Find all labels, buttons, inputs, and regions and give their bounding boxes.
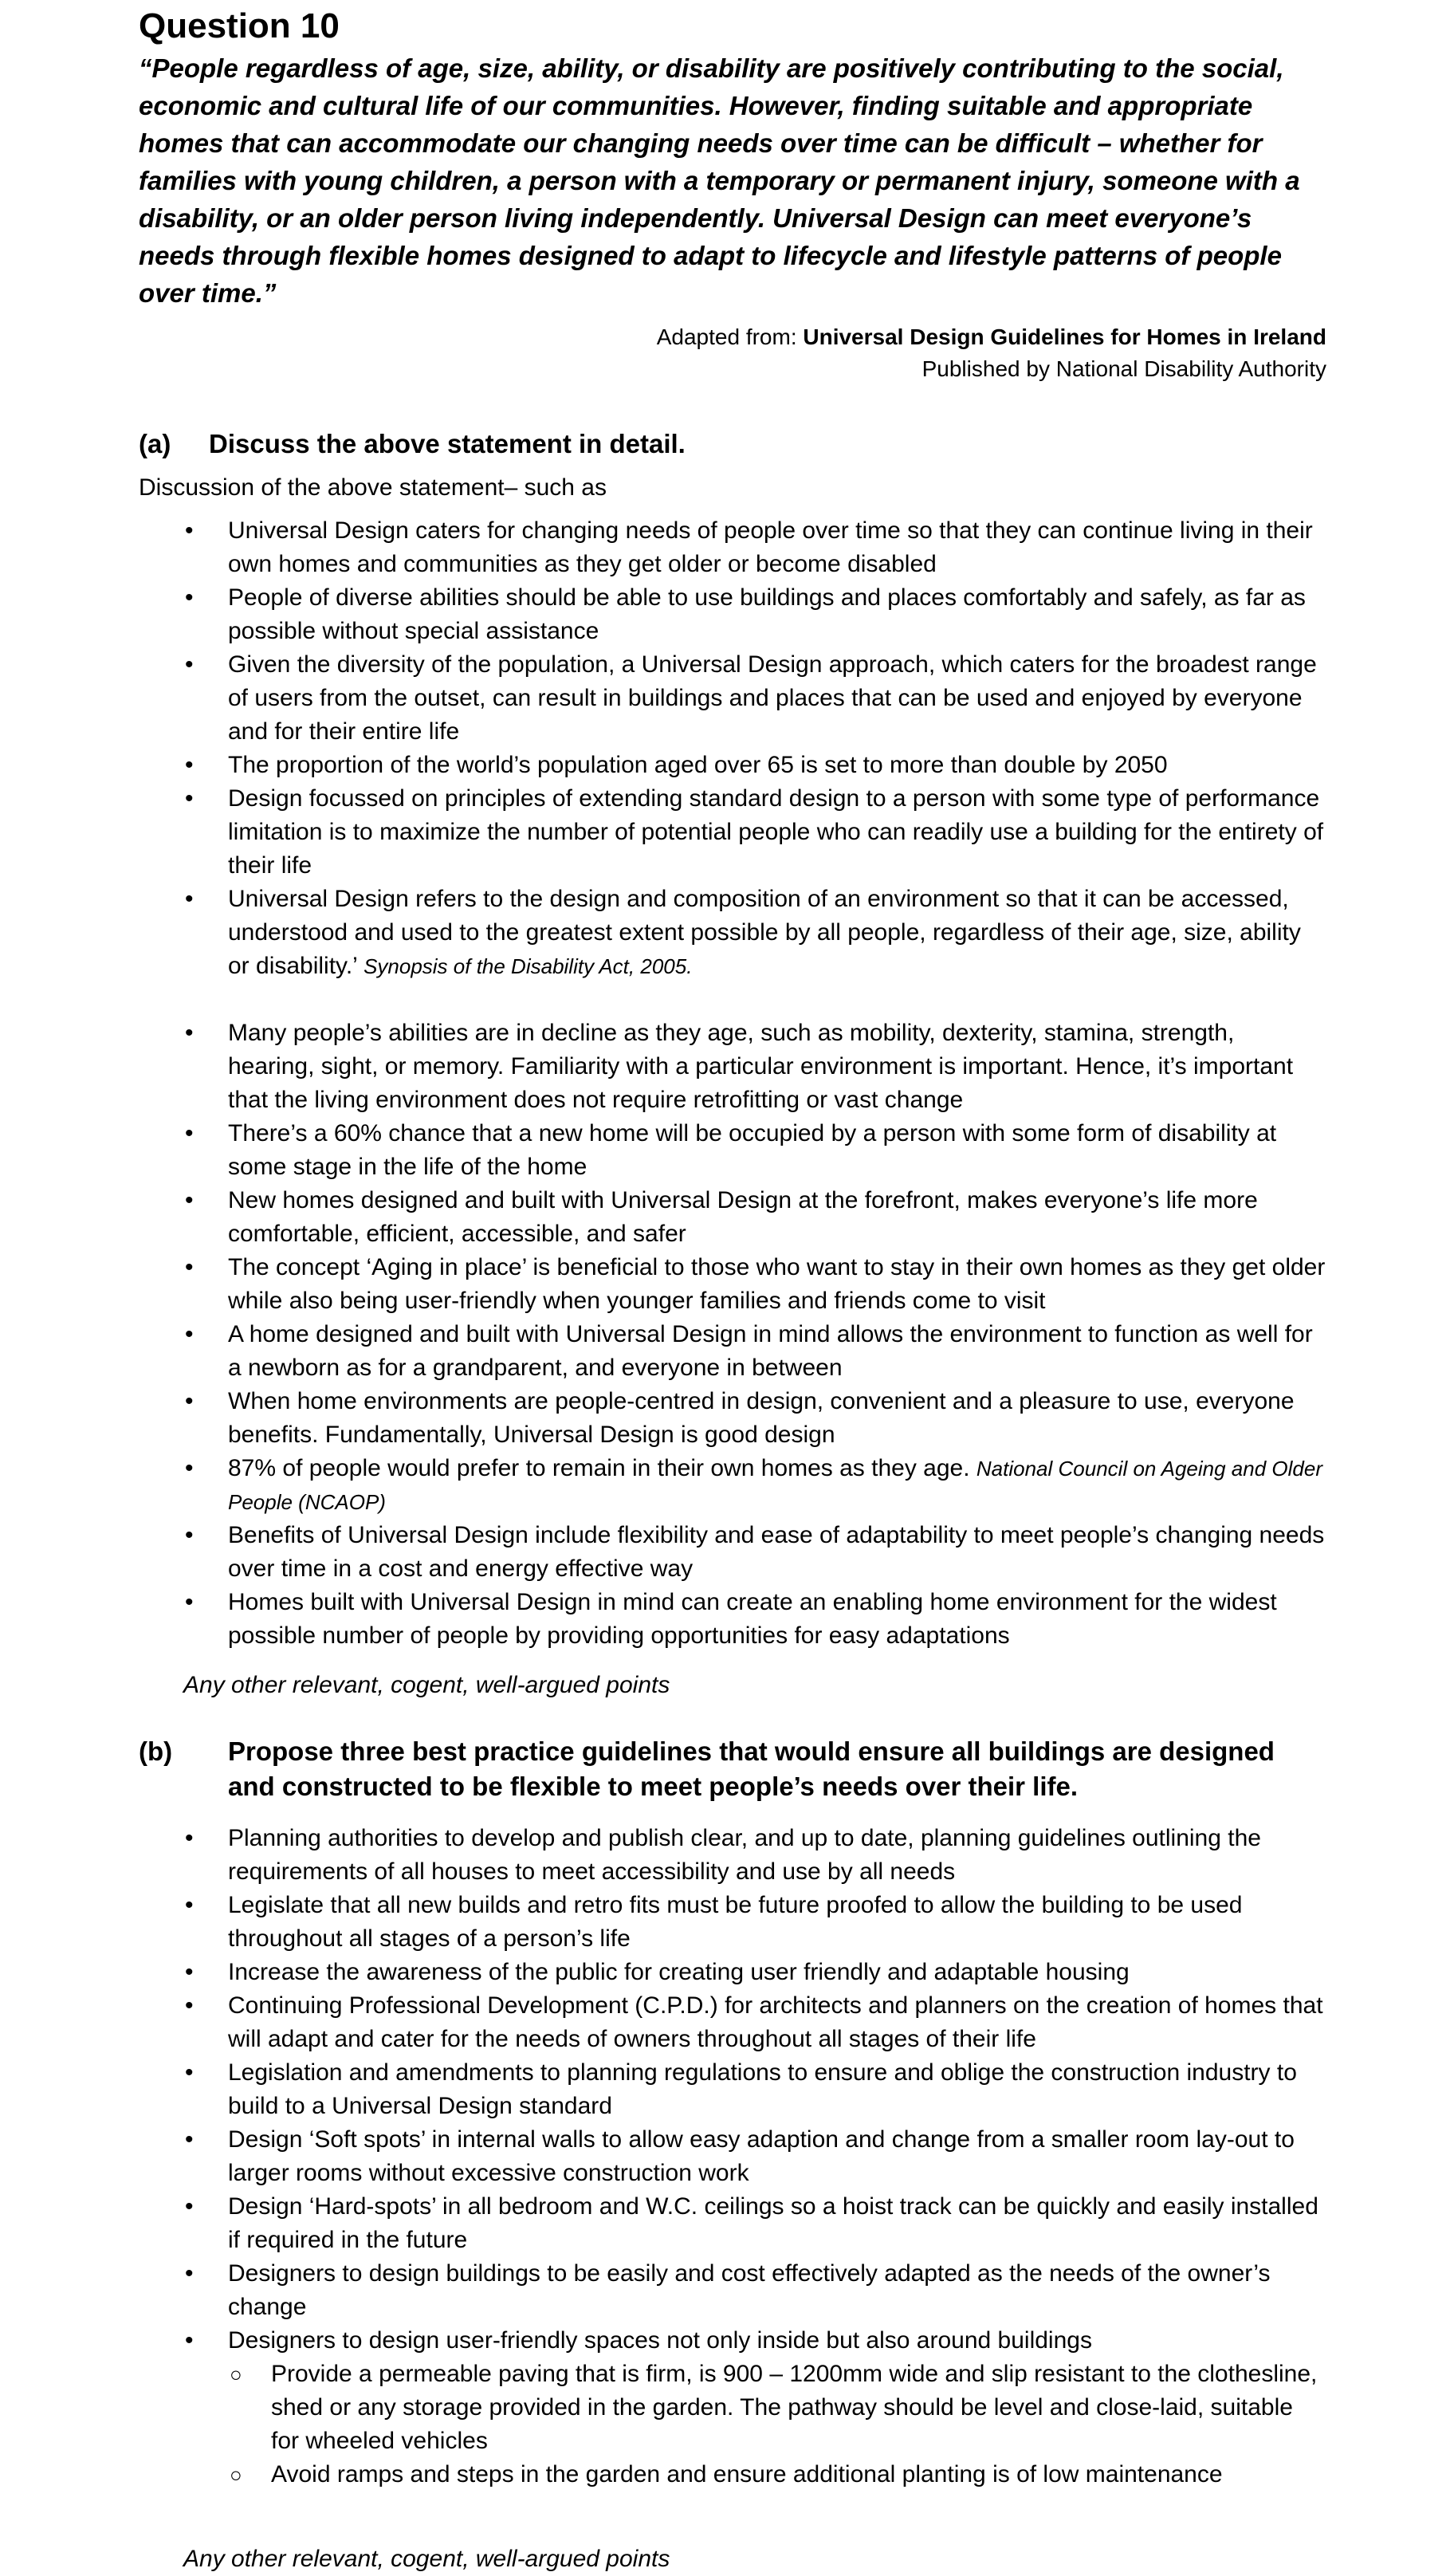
list-item: • Given the diversity of the population, a Universal Design approach, which caters for the broadest range of users from the outset, can result in buildings and places that can be used and enjoyed by everyone and for their entire life	[139, 648, 1326, 749]
citation: National Council on Ageing and Older People (NCAOP)	[228, 1457, 1322, 1514]
part-b-heading	[139, 1734, 1326, 1804]
bullet-icon: •	[185, 1120, 194, 1146]
citation: Synopsis of the Disability Act, 2005.	[363, 954, 693, 978]
bullet-icon: •	[185, 651, 194, 678]
bullet-icon: •	[185, 1388, 194, 1414]
list-item: • Continuing Professional Development (C.P.D.) for architects and planners on the creation of homes that will adapt and cater for the needs of owners throughout all stages of their life	[139, 1989, 1326, 2056]
list-item: • When home environments are people-centred in design, convenient and a pleasure to use, everyone benefits. Fundamentally, Universal Design is good design	[139, 1385, 1326, 1452]
part-b-label: (b)	[139, 1736, 173, 1766]
list-item: • Homes built with Universal Design in mind can create an enabling home environment for the widest possible number of people by providing opportunities for easy adaptations	[139, 1586, 1326, 1653]
quote-text: “People regardless of age, size, ability, or disability are positively contributing to the social, economic and cultural life of our communities. However, finding suitable and appropriate homes that can accommodate our changing needs over time can be difficult – whether for families with young children, a person with a temporary or permanent injury, someone with a disability, or an older person living independently. Universal Design can meet everyone’s needs through flexible homes designed to adapt to lifecycle and lifestyle patterns of people over time.”	[139, 53, 1300, 308]
source-attribution	[139, 321, 1326, 385]
list-item: • Design focussed on principles of extending standard design to a person with some type of performance limitation is to maximize the number of potential people who can readily use a building for the entirety of their life	[139, 782, 1326, 883]
bullet-icon: •	[185, 2059, 194, 2086]
list-item: • The proportion of the world’s population aged over 65 is set to more than double by 2050	[139, 749, 1326, 782]
source-line	[139, 321, 1326, 353]
part-b-bullet-list	[139, 1822, 1326, 2491]
bullet-icon: •	[185, 1892, 194, 1918]
document-page	[139, 0, 1326, 2576]
bullet-icon: •	[185, 1455, 194, 1481]
list-item: • Designers to design buildings to be easily and cost effectively adapted as the needs of the owner’s change	[139, 2257, 1326, 2324]
bullet-icon: •	[185, 1825, 194, 1851]
question-title: Question 10	[139, 6, 340, 45]
part-a-intro: Discussion of the above statement– such as	[139, 474, 607, 501]
bullet-icon: •	[185, 752, 194, 778]
list-item: • Universal Design refers to the design and composition of an environment so that it can be accessed, understood and used to the greatest extent possible by all people, regardless of their age, size, ability or disability.’ Synopsis of the Disability Act, 2005.	[139, 883, 1326, 983]
list-item: • 87% of people would prefer to remain in their own homes as they age. National Council on Ageing and Older People (NCAOP)	[139, 1452, 1326, 1519]
source-prefix: Adapted from:	[656, 324, 804, 349]
bullet-icon: •	[185, 2327, 194, 2354]
list-item: • Many people’s abilities are in decline as they age, such as mobility, dexterity, stamina, strength, hearing, sight, or memory. Familiarity with a particular environment is important. Hence, it’s important that the living environment does not require retrofitting or vast change	[139, 1017, 1326, 1117]
part-a-bullet-list-2	[139, 1017, 1326, 1653]
list-item: • There’s a 60% chance that a new home will be occupied by a person with some form of disability at some stage in the life of the home	[139, 1117, 1326, 1184]
sub-list-item: ○ Provide a permeable paving that is firm, is 900 – 1200mm wide and slip resistant to the clothesline, shed or any storage provided in the garden. The pathway should be level and close-laid, suitable for wheeled vehicles	[183, 2358, 1326, 2458]
bullet-icon: •	[185, 1020, 194, 1046]
list-item: • Designers to design user-friendly spaces not only inside but also around buildings ○ Provide a permeable paving that is firm, is 900 – 1200mm wide and slip resistant to the clothesline, shed or any storage provided in the garden. The pathway should be level and close-laid, suitable for wheeled vehicles ○ Avoid ramps and steps in the garden and ensure additional planting is of low maintenance	[139, 2324, 1326, 2491]
part-a-heading	[139, 427, 1326, 462]
bullet-icon: •	[185, 517, 194, 544]
part-b-other-points: Any other relevant, cogent, well-argued points	[183, 2546, 670, 2572]
bullet-icon: •	[185, 785, 194, 812]
part-b-heading-text: Propose three best practice guidelines that would ensure all buildings are designed and constructed to be flexible to meet people’s needs over their life.	[228, 1736, 1275, 1801]
list-item: • Design ‘Soft spots’ in internal walls to allow easy adaption and change from a smaller room lay-out to larger rooms without excessive construction work	[139, 2123, 1326, 2190]
part-a-bullet-list	[139, 514, 1326, 983]
bullet-icon: •	[185, 1992, 194, 2019]
part-a-heading-text: Discuss the above statement in detail.	[209, 429, 686, 458]
bullet-icon: •	[185, 1959, 194, 1985]
bullet-icon: •	[185, 1321, 194, 1347]
list-item: • Universal Design caters for changing needs of people over time so that they can continue living in their own homes and communities as they get older or become disabled	[139, 514, 1326, 581]
list-item: • People of diverse abilities should be able to use buildings and places comfortably and safely, as far as possible without special assistance	[139, 581, 1326, 648]
source-publisher: Published by National Disability Authority	[921, 356, 1326, 381]
part-a-other-points: Any other relevant, cogent, well-argued points	[183, 1672, 670, 1698]
spacer	[139, 983, 1326, 1017]
source-title: Universal Design Guidelines for Homes in Ireland	[803, 324, 1326, 349]
bullet-icon: •	[185, 2193, 194, 2220]
bullet-icon: •	[185, 2126, 194, 2153]
circle-bullet-icon: ○	[230, 2362, 242, 2386]
part-a-label: (a)	[139, 429, 171, 458]
sub-list-item: ○ Avoid ramps and steps in the garden and ensure additional planting is of low maintenance	[183, 2458, 1326, 2491]
list-item: • New homes designed and built with Universal Design at the forefront, makes everyone’s life more comfortable, efficient, accessible, and safer	[139, 1184, 1326, 1251]
circle-bullet-icon: ○	[230, 2463, 242, 2487]
bullet-icon: •	[185, 1589, 194, 1615]
list-item: • The concept ‘Aging in place’ is beneficial to those who want to stay in their own homes as they get older while also being user-friendly when younger families and friends come to visit	[139, 1251, 1326, 1318]
list-item: • A home designed and built with Universal Design in mind allows the environment to function as well for a newborn as for a grandparent, and everyone in between	[139, 1318, 1326, 1385]
bullet-icon: •	[185, 584, 194, 611]
list-item: • Increase the awareness of the public for creating user friendly and adaptable housing	[139, 1956, 1326, 1989]
bullet-icon: •	[185, 886, 194, 912]
bullet-icon: •	[185, 2260, 194, 2287]
bullet-icon: •	[185, 1187, 194, 1213]
list-item: • Design ‘Hard-spots’ in all bedroom and W.C. ceilings so a hoist track can be quickly and easily installed if required in the future	[139, 2190, 1326, 2257]
list-item: • Legislate that all new builds and retro fits must be future proofed to allow the building to be used throughout all stages of a person’s life	[139, 1889, 1326, 1956]
bullet-icon: •	[185, 1522, 194, 1548]
list-item: • Benefits of Universal Design include flexibility and ease of adaptability to meet people’s changing needs over time in a cost and energy effective way	[139, 1519, 1326, 1586]
list-item: • Planning authorities to develop and publish clear, and up to date, planning guidelines outlining the requirements of all houses to meet accessibility and use by all needs	[139, 1822, 1326, 1889]
bullet-icon: •	[185, 1254, 194, 1280]
list-item: • Legislation and amendments to planning regulations to ensure and oblige the construction industry to build to a Universal Design standard	[139, 2056, 1326, 2123]
part-b-sub-list	[183, 2358, 1326, 2491]
